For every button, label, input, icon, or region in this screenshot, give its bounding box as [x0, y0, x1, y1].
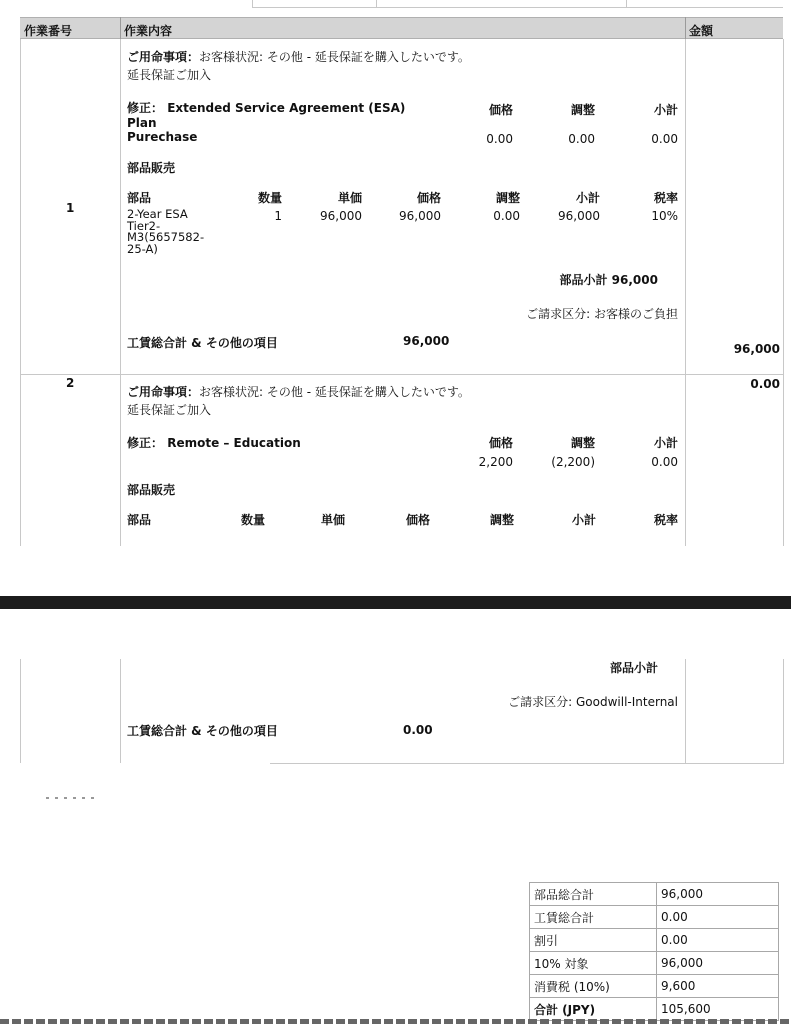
header-work-content: 作業内容 [124, 24, 173, 38]
request-label: ご用命事項： [127, 50, 200, 64]
request-text: お客様状況: その他 - 延長保証を購入したいです。 [199, 385, 470, 399]
parts-header-subtotal: 小計 [575, 191, 600, 205]
part-adjust: 0.00 [493, 209, 520, 223]
fix-name: 修正： Extended Service Agreement (ESA) Plan Purechase [127, 101, 406, 144]
summary-row [530, 929, 779, 952]
header-amount: 金額 [689, 24, 714, 38]
billing-category: ご請求区分: お客様のご負担 [526, 307, 678, 321]
parts-subtotal: 部品小計 [609, 661, 658, 675]
fix-value-adjust: 0.00 [568, 132, 595, 146]
header-work-no: 作業番号 [24, 24, 73, 38]
summary-row [530, 883, 779, 906]
parts-header-tax: 税率 [653, 513, 678, 527]
summary-value: 0.00 [657, 929, 779, 952]
faint-mark [46, 797, 96, 799]
fix-name: 修正： Remote – Education [127, 436, 301, 450]
fix-header-subtotal: 小計 [653, 103, 678, 117]
fix-value-adjust: (2,200) [551, 455, 595, 469]
page-separator [0, 596, 791, 609]
fix-value-price: 2,200 [478, 455, 513, 469]
parts-header-part: 部品 [127, 513, 152, 527]
summary-row [530, 975, 779, 998]
part-unit-price: 96,000 [320, 209, 362, 223]
parts-header-qty: 数量 [240, 513, 265, 527]
parts-sales-title: 部品販売 [127, 161, 176, 175]
labor-total-label: 工賃総合計 & その他の項目 [127, 724, 278, 738]
summary-label: 割引 [530, 929, 657, 952]
summary-label: 工賃総合計 [530, 906, 657, 929]
table-header [20, 17, 783, 39]
parts-subtotal: 部品小計 96,000 [559, 273, 658, 287]
summary-label: 消費税 (10%) [530, 975, 657, 998]
summary-value: 9,600 [657, 975, 779, 998]
summary-label: 部品総合計 [530, 883, 657, 906]
fix-header-adjust: 調整 [570, 436, 595, 450]
summary-table [529, 882, 779, 1021]
labor-total-label: 工賃総合計 & その他の項目 [127, 336, 278, 350]
part-price: 96,000 [399, 209, 441, 223]
part-tax: 10% [651, 209, 678, 223]
parts-header-part: 部品 [127, 191, 152, 205]
fix-header-price: 価格 [488, 436, 513, 450]
parts-sales-title: 部品販売 [127, 483, 176, 497]
fix-header-price: 価格 [488, 103, 513, 117]
summary-label: 10% 対象 [530, 952, 657, 975]
job-number: 1 [66, 201, 75, 215]
parts-header-subtotal: 小計 [571, 513, 596, 527]
request-sub: 延長保証ご加入 [127, 403, 212, 417]
part-name: 2-Year ESA Tier2- M3(5657582- 25-A) [127, 207, 205, 256]
fix-value-subtotal: 0.00 [651, 132, 678, 146]
fix-header-subtotal: 小計 [653, 436, 678, 450]
parts-header-qty: 数量 [257, 191, 282, 205]
fix-header-adjust: 調整 [570, 103, 595, 117]
request-label: ご用命事項： [127, 385, 200, 399]
summary-value: 105,600 [657, 998, 779, 1021]
fix-value-price: 0.00 [486, 132, 513, 146]
summary-row [530, 952, 779, 975]
summary-row [530, 998, 779, 1021]
parts-header-unit: 単価 [337, 191, 362, 205]
summary-row [530, 906, 779, 929]
request-line [127, 48, 470, 65]
fix-value-subtotal: 0.00 [651, 455, 678, 469]
parts-header-price: 価格 [405, 513, 430, 527]
part-qty: 1 [274, 209, 282, 223]
summary-value: 96,000 [657, 883, 779, 906]
request-sub: 延長保証ご加入 [127, 68, 212, 82]
labor-total-value: 0.00 [403, 723, 433, 737]
parts-header-adjust: 調整 [489, 513, 514, 527]
job-amount: 96,000 [733, 342, 780, 356]
job-amount: 0.00 [750, 377, 780, 391]
request-text: お客様状況: その他 - 延長保証を購入したいです。 [199, 50, 470, 64]
footer-cutoff [0, 1019, 791, 1024]
summary-value: 96,000 [657, 952, 779, 975]
parts-header-price: 価格 [416, 191, 441, 205]
parts-header-unit: 単価 [320, 513, 345, 527]
job-number: 2 [66, 376, 75, 390]
summary-value: 0.00 [657, 906, 779, 929]
billing-category: ご請求区分: Goodwill-Internal [508, 695, 678, 709]
parts-header-adjust: 調整 [495, 191, 520, 205]
request-line [127, 383, 470, 400]
summary-label: 合計 (JPY) [530, 998, 657, 1021]
part-subtotal: 96,000 [558, 209, 600, 223]
parts-header-tax: 税率 [653, 191, 678, 205]
labor-total-value: 96,000 [403, 334, 450, 348]
